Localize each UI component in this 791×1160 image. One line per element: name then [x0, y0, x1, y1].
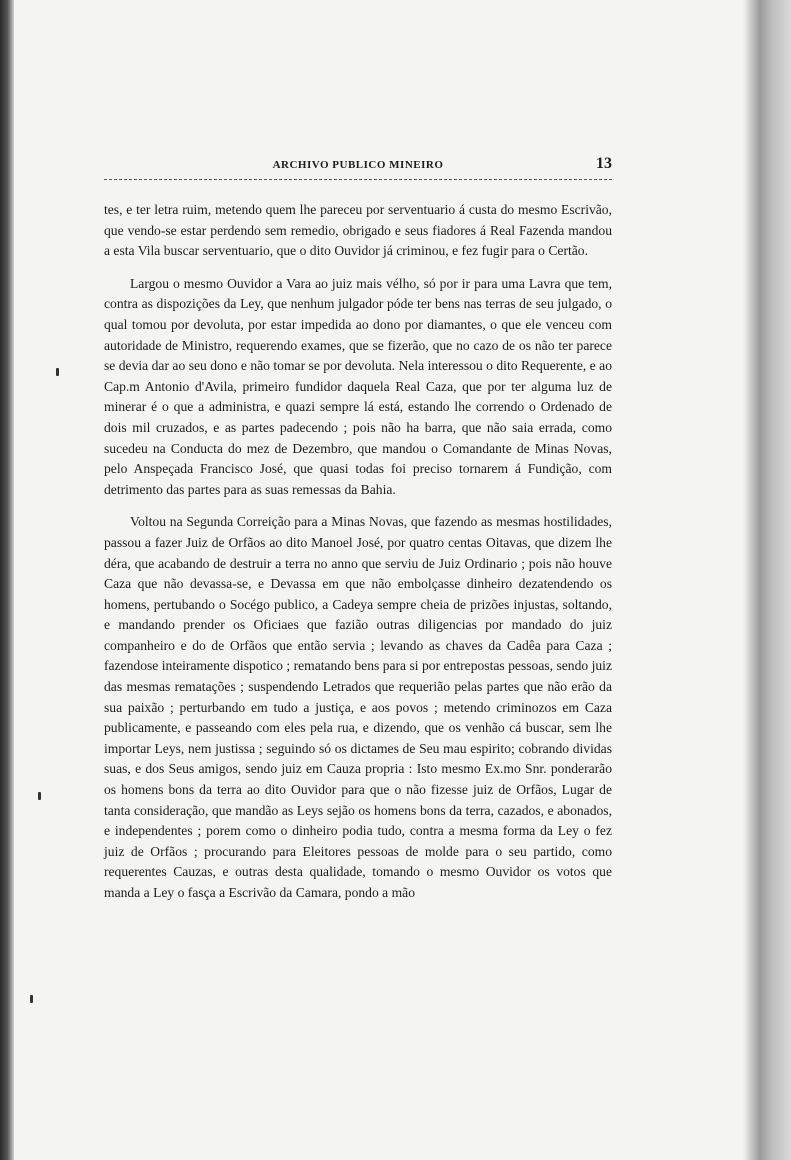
page-number: 13	[596, 155, 612, 172]
margin-mark	[30, 995, 33, 1003]
book-page	[104, 153, 612, 904]
margin-mark	[56, 368, 59, 376]
paragraph: Largou o mesmo Ouvidor a Vara ao juiz mais vélho, só por ir para uma Lavra que tem, contra as dispozições da Ley, que nenhum julgador póde ter bens nas terras de seu julgado, o qual tomou por devoluta, por estar impedida ao dono por diamantes, o que ele venceu com autoridade de Ministro, requerendo exames, que se fizerão, que no cazo de os não ter parece se devia dar ao seu dono e não tomar se por devoluta. Nela interessou o dito Requerente, e ao Cap.m Antonio d'Avila, primeiro fundidor daquela Real Caza, que por ter alguma luz de minerar é o que a administra, e quazi sempre lá está, estando lhe correndo o Ordenado de dois mil cruzados, e as partes padecendo ; pois não ha barra, que não saia errada, como sucedeu na Conducta do mez de Dezembro, que mandou o Comandante de Minas Novas, pelo Anspeçada Francisco José, que quasi todas foi preciso tornarem á Fundição, com detrimento das partes para as suas remessas da Bahia.	[104, 275, 612, 497]
body-text	[104, 200, 612, 904]
running-header	[104, 153, 612, 180]
paragraph: Voltou na Segunda Correição para a Minas Novas, que fazendo as mesmas hostilidades, passou a fazer Juiz de Orfãos ao dito Manoel José, por quatro centas Oitavas, que dizem lhe déra, que acabando de destruir a terra no anno que serviu de Juiz Ordinario ; pois não houve Caza que não devassa-se, e Devassa em que não embolçasse dinheiro dezatendendo os homens, pertubando o Socégo publico, a Cadeya sempre cheia de prizões injustas, soltando, e mandando prender os Oficiaes que fazião outras diligencias por mandado do juiz companheiro e do de Orfãos que então servia ; levando as chaves da Cadêa para Caza ; fazendose inteiramente dispotico ; rematando bens para si por entrepostas pessoas, sendo juiz das mesmas rematações ; suspendendo Letrados que requerião pelas partes que não erão da sua paixão ; perturbando em tudo a justiça, e aos povos ; metendo criminozos em Caza publicamente, e passeando com eles pela rua, e dizendo, que os venhão cá buscar, sem lhe importar Leys, nem justissa ; seguindo só os dictames de Seu mau espirito; cobrando dividas suas, e dos Seus amigos, sendo juiz em Cauza propria : Isto mesmo Ex.mo Snr. ponderarão os homens bons da terra ao dito Ouvidor para que o não fizesse juiz de Orfãos, Lugar de tanta consideração, que mandão as Leys sejão os homens bons da terra, cazados, e abonados, e independentes ; porem como o dinheiro podia tudo, contra a mesma forma da Ley o fez juiz de Orfãos ; procurando para Eleitores pessoas de molde para o seu partido, como requerentes Cauzas, e outras desta qualidade, tomando o mesmo Ouvidor os votos que manda a Ley o fasça a Escrivão da Camara, pondo a mão	[104, 514, 612, 900]
paragraph: tes, e ter letra ruim, metendo quem lhe pareceu por serventuario á custa do mesmo Escrivão, que vendo-se estar perdendo sem remedio, obrigado e seus fiadores á Real Fazenda mandou a esta Vila buscar serventuario, que o dito Ouvidor já criminou, e fez fugir para o Certão.	[104, 202, 612, 259]
header-title: ARCHIVO PUBLICO MINEIRO	[272, 159, 444, 171]
page-right-edge	[743, 0, 791, 1160]
book-binding-edge	[0, 0, 14, 1160]
margin-mark	[38, 792, 41, 800]
